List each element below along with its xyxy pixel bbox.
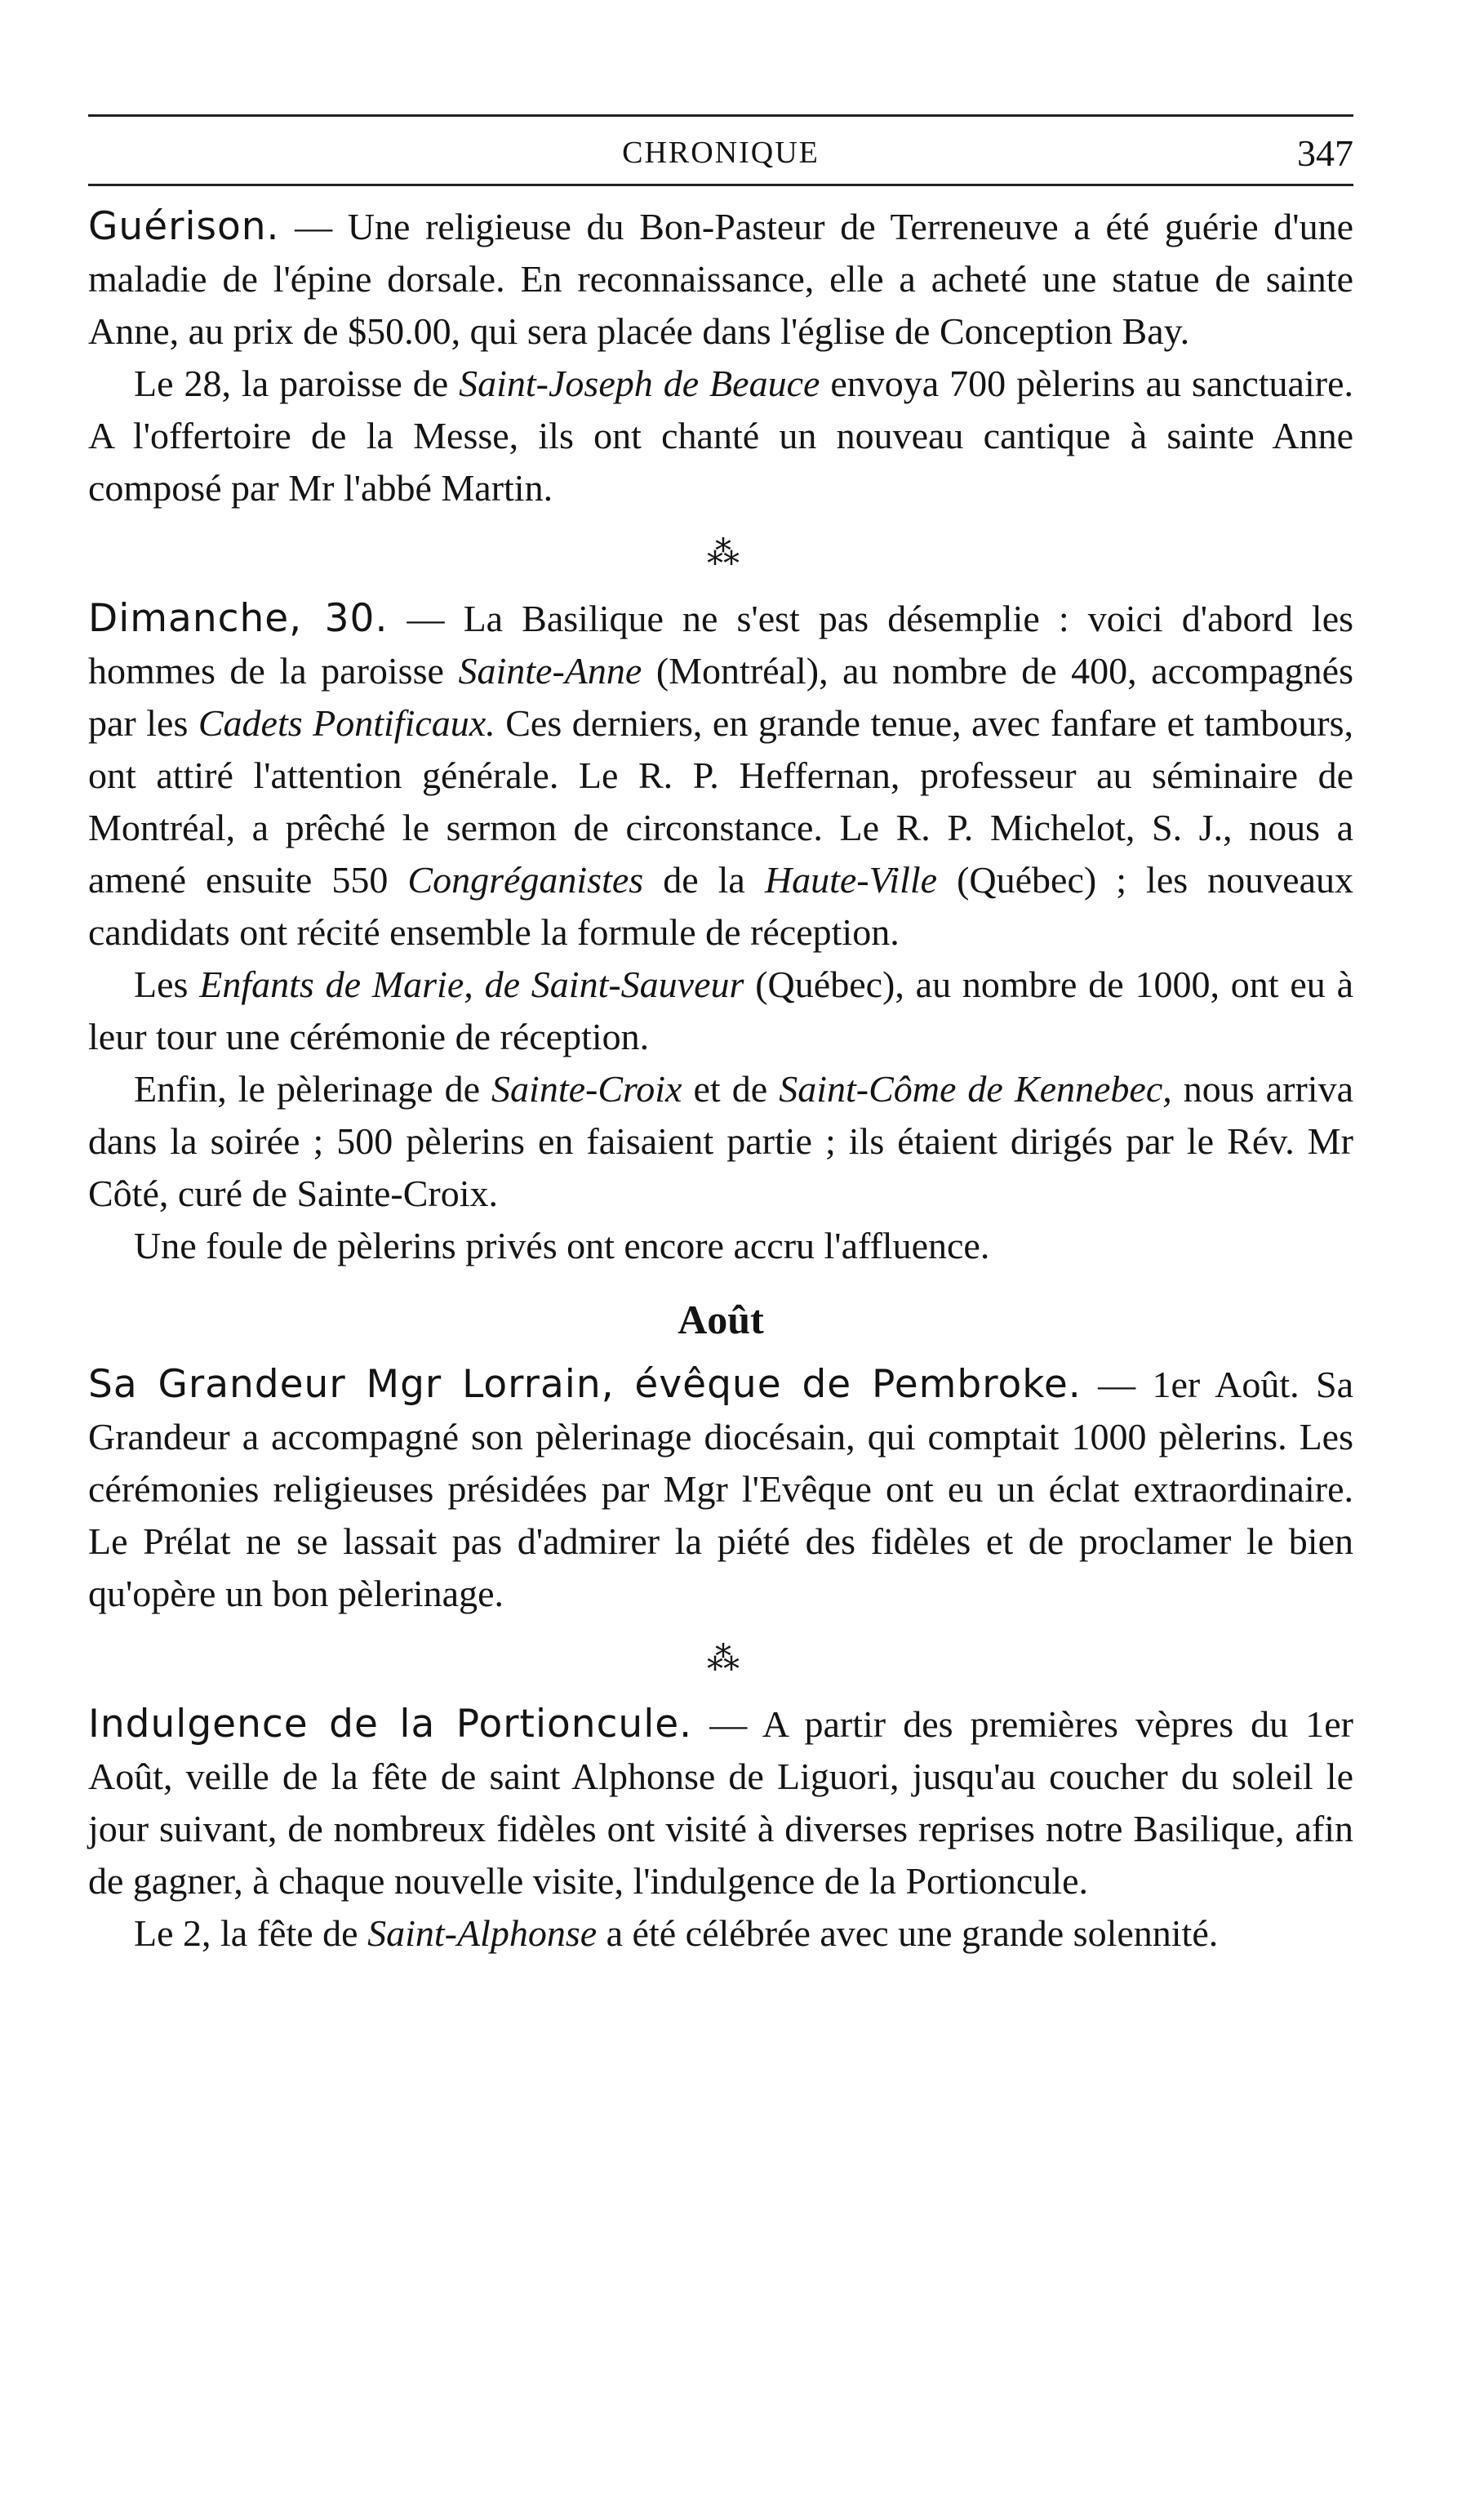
paragraph-lorrain: Sa Grandeur Mgr Lorrain, évêque de Pembroke. — 1er Août. Sa Grandeur a accompagné son pèlerinage diocésain, qui comptait 1000 pèlerins. Les cérémonies religieuses présidées par Mgr l'Evêque ont eu un éclat extraordinaire. Le Prélat ne se lassait pas d'admirer la piété des fidèles et de proclamer le bien qu'opère un bon pèlerinage. bbox=[88, 1362, 1354, 1614]
paragraph-indulgence: Indulgence de la Portioncule. — A partir des premières vèpres du 1er Août, veille de la fête de saint Alphonse de Liguori, jusqu'au coucher du soleil le jour suivant, de nombreux fidèles ont visité à diverses reprises notre Basilique, afin de gagner, à chaque nouvelle visite, l'indulgence de la Portioncule. bbox=[88, 1702, 1353, 1902]
paragraph-enfants: Les Enfants de Marie, de Saint-Sauveur (Québec), au nombre de 1000, ont eu à leur tour une cérémonie de réception. bbox=[88, 964, 1353, 1057]
ornament-divider: ⁂ bbox=[707, 535, 735, 572]
paragraph-enfin: Enfin, le pèlerinage de Sainte-Croix et de Saint-Côme de Kennebec, nous arriva dans la soirée ; 500 pèlerins en faisaient partie ; ils étaient dirigés par le Rév. Mr Côté, curé de Sainte-Croix. bbox=[88, 1068, 1353, 1214]
ornament-divider-2: ⁂ bbox=[707, 1640, 735, 1677]
header-rule-top bbox=[88, 114, 1353, 117]
lead-lorrain: Sa Grandeur Mgr Lorrain, évêque de Pembroke. bbox=[88, 1362, 1082, 1407]
paragraph-le-2: Le 2, la fête de Saint-Alphonse a été célébrée avec une grande solennité. bbox=[134, 1912, 1219, 1954]
page bbox=[88, 114, 1353, 1960]
paragraph-le-28: Le 28, la paroisse de Saint-Joseph de Beauce envoya 700 pèlerins au sanctuaire. A l'offertoire de la Messe, ils ont chanté un nouveau cantique à sainte Anne composé par Mr l'abbé Martin. bbox=[88, 363, 1353, 509]
header-rule-bottom bbox=[88, 184, 1353, 186]
running-title: CHRONIQUE bbox=[622, 136, 820, 170]
lead-guerison: Guérison. bbox=[88, 204, 280, 249]
lead-dimanche: Dimanche, 30. bbox=[88, 596, 389, 641]
section-title-aout: Août bbox=[678, 1297, 764, 1342]
paragraph-foule: Une foule de pèlerins privés ont encore accru l'affluence. bbox=[134, 1225, 990, 1266]
lead-indulgence: Indulgence de la Portioncule. bbox=[88, 1702, 693, 1747]
paragraph-dimanche: Dimanche, 30. — La Basilique ne s'est pas désemplie : voici d'abord les hommes de la paroisse Sainte-Anne (Montréal), au nombre de 400, accompagnés par les Cadets Pontificaux. Ces derniers, en grande tenue, avec fanfare et tambours, ont attiré l'attention générale. Le R. P. Heffernan, professeur au séminaire de Montréal, a prêché le sermon de circonstance. Le R. P. Michelot, S. J., nous a amené ensuite 550 Congréganistes de la Haute-Ville (Québec) ; les nouveaux candidats ont récité ensemble la formule de réception. bbox=[88, 596, 1354, 953]
page-number: 347 bbox=[1297, 132, 1353, 174]
running-header bbox=[88, 131, 1353, 180]
paragraph-guerison: Guérison. — Une religieuse du Bon-Pasteur de Terreneuve a été guérie d'une maladie de l'épine dorsale. En reconnaissance, elle a acheté une statue de sainte Anne, au prix de $50.00, qui sera placée dans l'église de Conception Bay. bbox=[88, 204, 1354, 352]
